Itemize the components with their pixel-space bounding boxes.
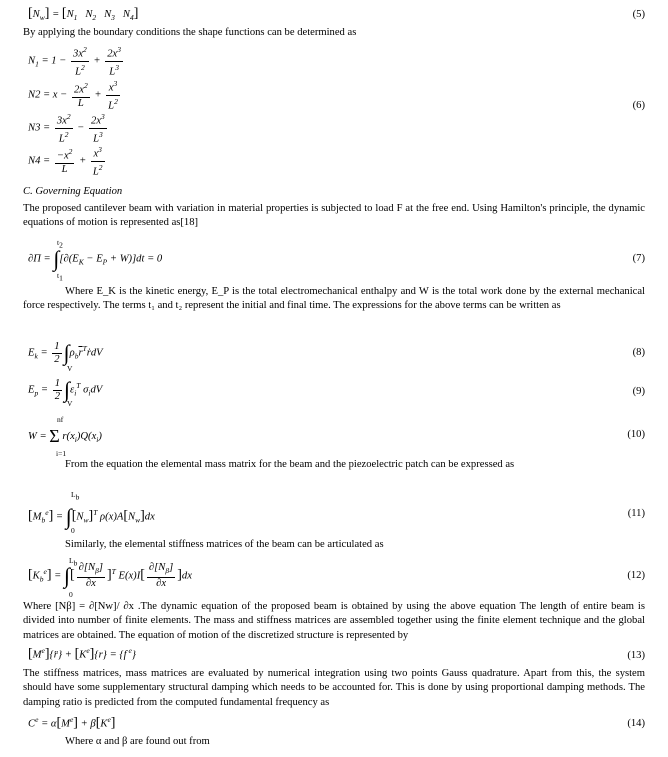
integral-lower-limit: $t_1$ xyxy=(57,271,63,283)
section-heading: C. Governing Equation xyxy=(23,186,123,197)
equation-10: W = Σ $r(x_i)Q(x_i)$ xyxy=(28,426,102,446)
sum-upper-limit: nf xyxy=(57,415,64,424)
paragraph-energy-terms: Where E_K is the kinetic energy, E_P is the total electromechanical enthalpy and W is the total work done by the external mechanical force respectively. The terms t₁ and t₂ represent the initial and final time. The expressions for the above terms can be written as xyxy=(23,286,645,312)
integral-upper-limit: $t_2$ xyxy=(57,238,63,250)
equation-number-12: (12) xyxy=(627,570,645,581)
equation-number-10: (10) xyxy=(627,429,645,440)
equation-number-11: (11) xyxy=(627,508,645,519)
equation-number-5: (5) xyxy=(632,9,645,20)
shape-function-n4: N4 = $\frac{-x^2}{L}$ + $\frac{x^3}{L^2}$ xyxy=(28,145,103,178)
equation-11: $[M_b^e] = \int[N_w]^T$ $\rho(x)A[N_w]dx$ xyxy=(28,504,155,529)
volume-limit-8: V xyxy=(67,364,73,373)
paragraph-dynamic-equation: Where [Nβ] = ∂[Nw]/ ∂x .The dynamic equation of the proposed beam is obtained by using the above equation The length of entire beam is divided into number of finite elements. The mass and stiffness matrices are assembled together using the finite element technique and the global matrices are obtained. The equation of motion of the discretized structure is represented by xyxy=(23,601,645,641)
volume-limit-9: V xyxy=(67,399,73,408)
integral-lower-limit-12: 0 xyxy=(69,590,73,599)
paragraph-alpha-beta: Where α and β are found out from xyxy=(65,736,210,747)
equation-number-13: (13) xyxy=(627,650,645,661)
sum-lower-limit: i=1 xyxy=(56,449,67,458)
shape-function-n1: $N_1 = 1$ − $\frac{3x^2}{L^2}$ + $\frac{2x^3}{L^3}$ xyxy=(28,45,121,78)
paragraph-hamilton: The proposed cantilever beam with variation in material properties is subjected to load F at the free end. Using Hamilton's principle, the dynamic equations of motion is represented as[18] xyxy=(23,203,645,229)
equation-5: $[N_w] = [N_1$ $N_2$ $N_3$ $N_4$] xyxy=(28,6,139,23)
paragraph-stiffness: Similarly, the elemental stiffness matrices of the beam can be articulated as xyxy=(65,539,384,550)
equation-14: $C^e = \alpha[M^e] + \beta[K^e]$ xyxy=(28,715,116,731)
paragraph-shape-functions: By applying the boundary conditions the shape functions can be determined as xyxy=(23,27,357,38)
equation-7: $\partial\Pi = \int[\partial(E_K - E_P + W)]dt = 0$ xyxy=(28,246,163,271)
paragraph-mass-matrix: From the equation the elemental mass matrix for the beam and the piezoelectric patch can be expressed as xyxy=(65,459,515,470)
integral-upper-limit-12: $L_b$ xyxy=(69,556,78,568)
equation-number-7: (7) xyxy=(632,253,645,264)
equation-number-8: (8) xyxy=(632,347,645,358)
shape-function-n2: N2 = x − $\frac{2x^2}{L}$ + $\frac{x^3}{L^2}$ xyxy=(28,79,118,112)
integral-upper-limit-11: $L_b$ xyxy=(71,490,80,502)
equation-number-6: (6) xyxy=(632,100,645,111)
equation-8: $E_k$ = $\frac{1}{2}$ $\int\rho_b\overline{r}^TṙdV$ xyxy=(28,340,103,365)
equation-number-14: (14) xyxy=(627,718,645,729)
equation-9: $E_p$ = $\frac{1}{2}$ $\int\varepsilon_i^T$ $\sigma_idV$ xyxy=(28,377,103,402)
integral-lower-limit-11: 0 xyxy=(71,526,75,535)
paragraph-gauss: The stiffness matrices, mass matrices are evaluated by numerical integration using two points Gauss quadrature. Apart from this, the system should have some supplementary structural damping which needs to be accounted for. This is done by using proportional damping methods. The damping ratio is predicted from the computed fundamental frequency as xyxy=(23,668,645,708)
equation-13: $[M^e]\{r̈\} + [K^e]\{r\} = \{f$ $^e$} xyxy=(28,646,137,662)
equation-12: $[K_b^e]$ = ∫[ $\frac{\partial[N_\beta]}{\partial x}$ ]$^T$ E(x)I[ $\frac{\partial[N_\beta]}{\partial x}$ ]dx xyxy=(28,562,192,590)
equation-number-9: (9) xyxy=(632,386,645,397)
shape-function-n3: N3 = $\frac{3x^2}{L^2}$ − $\frac{2x^3}{L^3}$ xyxy=(28,112,105,145)
